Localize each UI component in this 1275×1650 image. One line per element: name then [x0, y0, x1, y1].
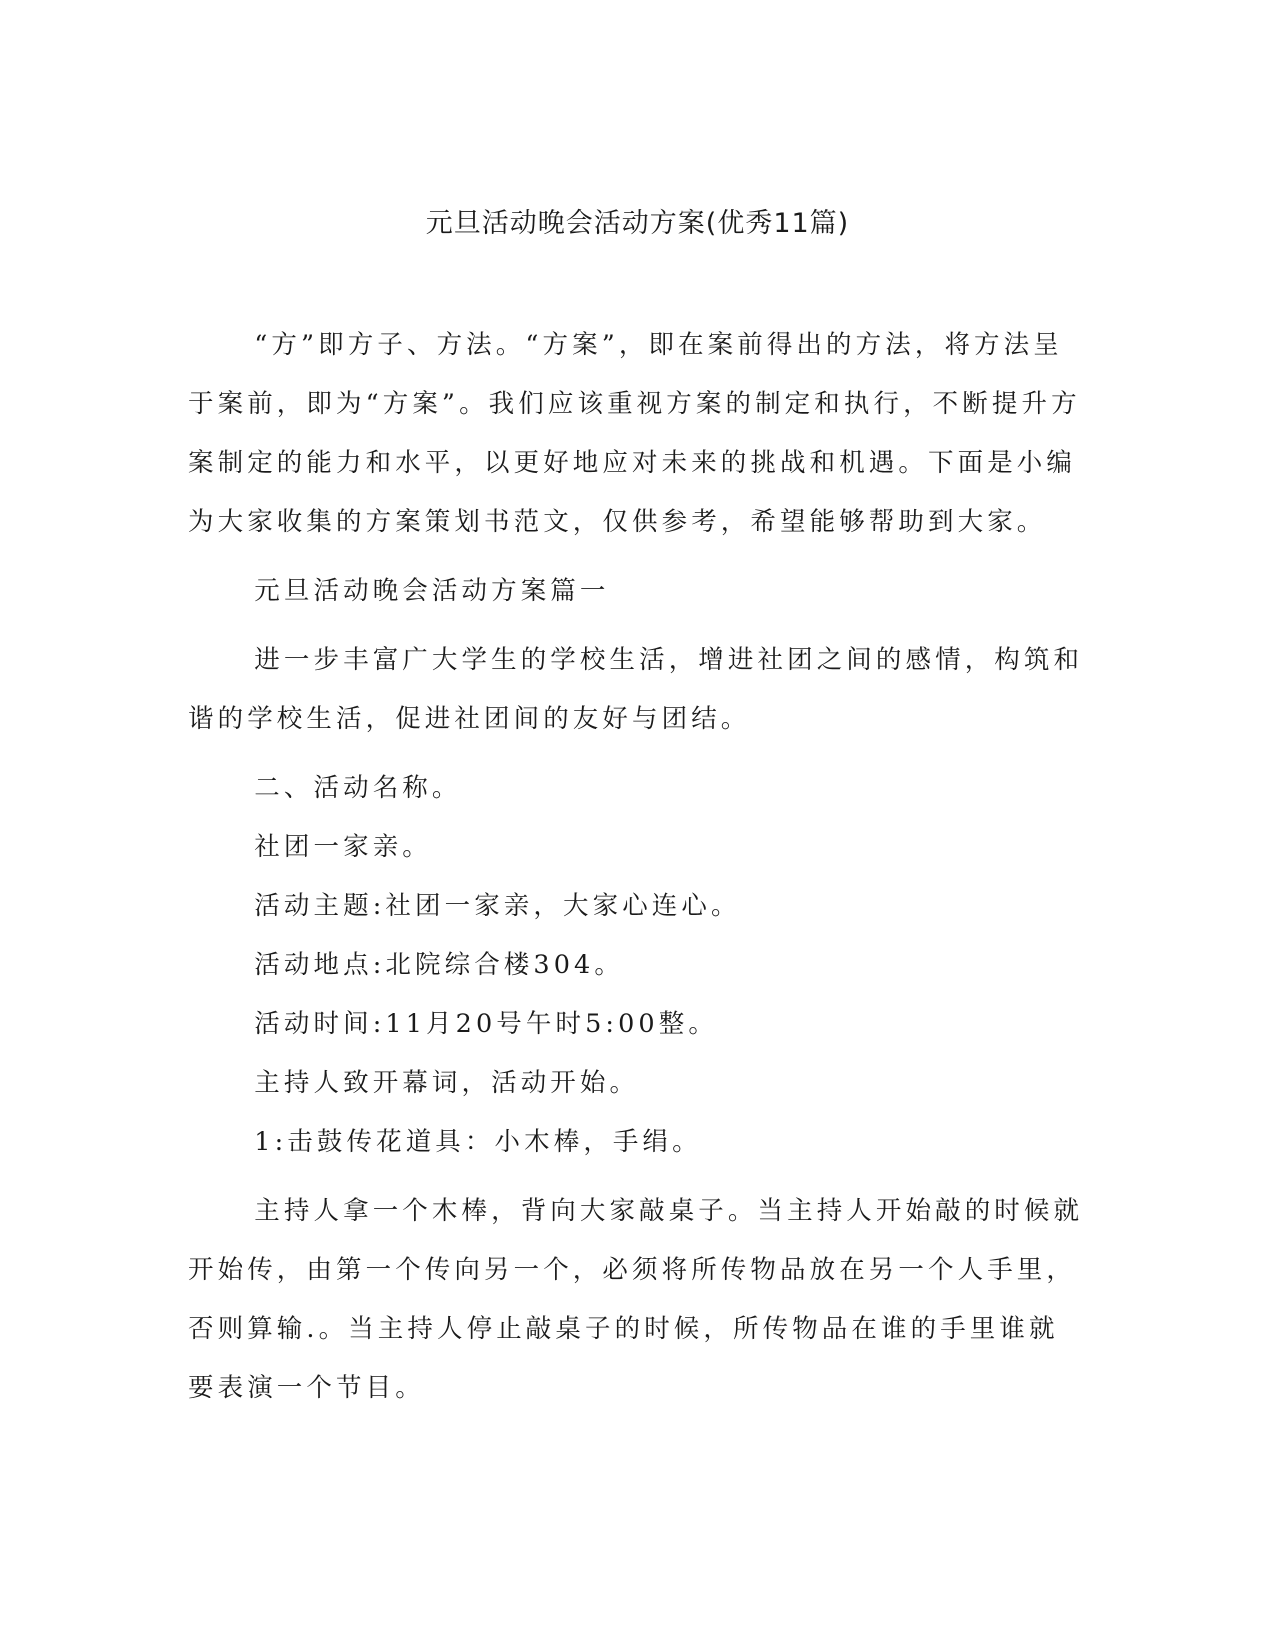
- activity-name: 社团一家亲。: [254, 832, 432, 862]
- opening-remarks: 主持人致开幕词，活动开始。: [254, 1068, 640, 1098]
- game-props: 1:击鼓传花道具：小木棒，手绢。: [254, 1127, 702, 1157]
- intro-paragraph: “方”即方子、方法。“方案”，即在案前得出的方法，将方法呈于案前，即为“方案”。我们应该重视方案的制定和执行，不断提升方案制定的能力和水平，以更好地应对未来的挑战和机遇。下面是小编为大家收集的方案策划书范文，仅供参考，希望能够帮助到大家。: [188, 330, 1081, 537]
- section-heading: 元旦活动晚会活动方案篇一: [254, 576, 610, 606]
- document-title: 元旦活动晚会活动方案(优秀11篇): [425, 208, 850, 239]
- activity-location: 活动地点:北院综合楼304。: [254, 950, 624, 980]
- document-body: [188, 316, 1088, 1418]
- activity-name-heading: 二、活动名称。: [254, 773, 462, 803]
- game-rules-paragraph: 主持人拿一个木棒，背向大家敲桌子。当主持人开始敲的时候就开始传，由第一个传向另一个，必须将所传物品放在另一个人手里，否则算输.。当主持人停止敲桌子的时候，所传物品在谁的手里谁就要表演一个节目。: [188, 1196, 1084, 1403]
- activity-theme: 活动主题:社团一家亲，大家心连心。: [254, 891, 741, 921]
- activity-time: 活动时间:11月20号午时5:00整。: [254, 1009, 718, 1039]
- purpose-paragraph: 进一步丰富广大学生的学校生活，增进社团之间的感情，构筑和谐的学校生活，促进社团间的友好与团结。: [188, 645, 1084, 734]
